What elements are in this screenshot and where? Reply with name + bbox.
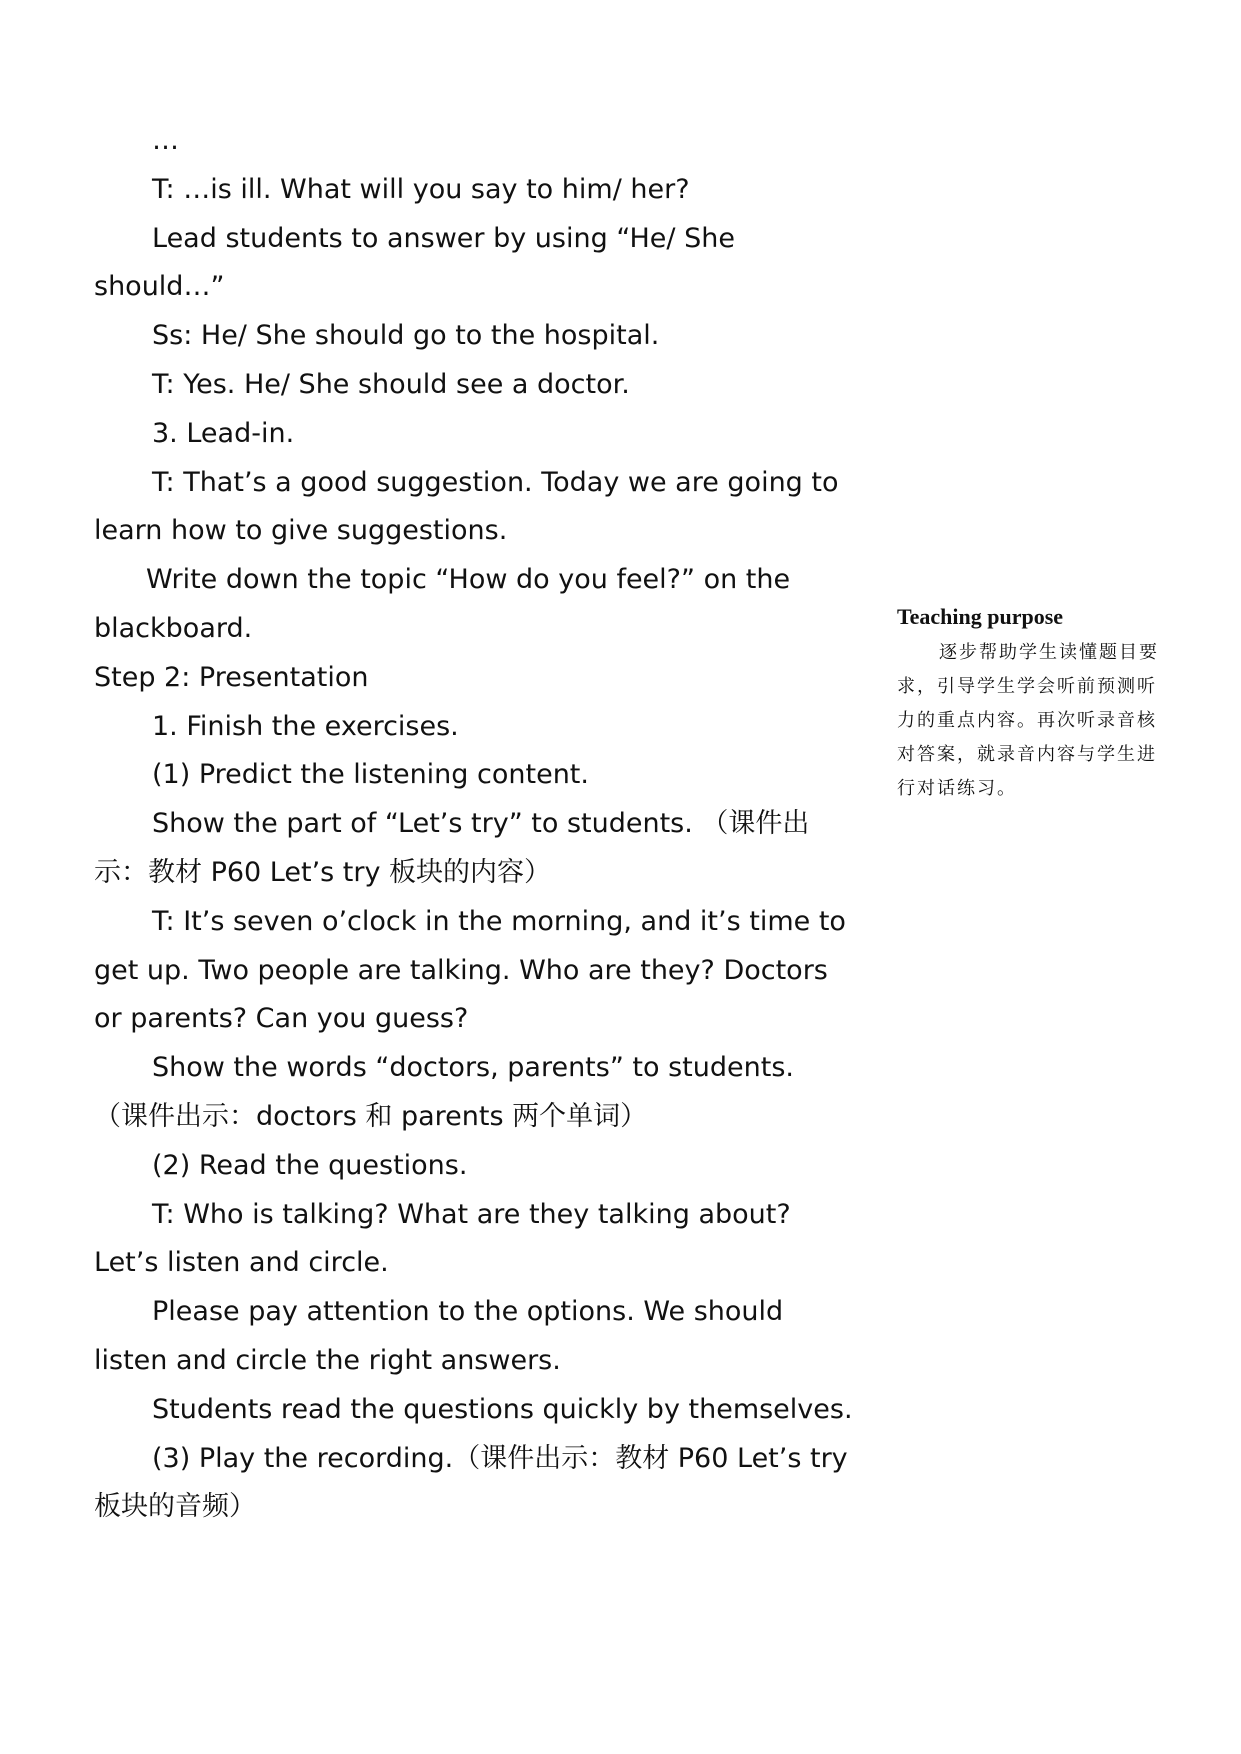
lesson-line: T: Yes. He/ She should see a doctor. <box>152 368 630 400</box>
lesson-line: (1) Predict the listening content. <box>152 759 589 791</box>
lesson-line: Show the part of “Let’s try” to students. （课件出示：教材 P60 Let’s try 板块的内容） <box>94 808 810 888</box>
lesson-line: Students read the questions quickly by themselves. <box>152 1393 853 1425</box>
lesson-line: Lead students to answer by using “He/ She should…” <box>94 222 735 303</box>
lesson-line: Please pay attention to the options. We should listen and circle the right answers. <box>94 1296 784 1376</box>
lesson-line: Show the words “doctors, parents” to students. （课件出示：doctors 和 parents 两个单词） <box>94 1052 794 1132</box>
lesson-line: (3) Play the recording.（课件出示：教材 P60 Let’s try 板块的音频） <box>94 1442 848 1523</box>
teaching-purpose-body: 逐步帮助学生读懂题目要求，引导学生学会听前预测听力的重点内容。再次听录音核对答案，就录音内容与学生进行对话练习。 <box>897 642 1159 799</box>
lesson-line: (2) Read the questions. <box>152 1149 468 1181</box>
teaching-purpose-heading: Teaching purpose <box>897 604 1064 629</box>
lesson-line: Ss: He/ She should go to the hospital. <box>152 320 660 352</box>
lesson-line: 3. Lead-in. <box>152 417 295 449</box>
lesson-line: T: It’s seven o’clock in the morning, and it’s time to get up. Two people are talking. Who are they? Doctors or parents? Can you guess? <box>94 905 846 1035</box>
teaching-purpose-note <box>897 602 1159 806</box>
lesson-line: T: …is ill. What will you say to him/ her? <box>152 173 690 205</box>
lesson-line: T: That’s a good suggestion. Today we are going to learn how to give suggestions. <box>94 466 839 547</box>
lesson-line: T: Who is talking? What are they talking about? Let’s listen and circle. <box>94 1198 791 1279</box>
lesson-text <box>94 117 854 1532</box>
step-heading: Step 2: Presentation <box>94 661 369 693</box>
lesson-line: 1. Finish the exercises. <box>152 710 459 742</box>
lesson-line: … <box>152 125 179 156</box>
lesson-line: Write down the topic “How do you feel?” on the blackboard. <box>94 564 791 644</box>
